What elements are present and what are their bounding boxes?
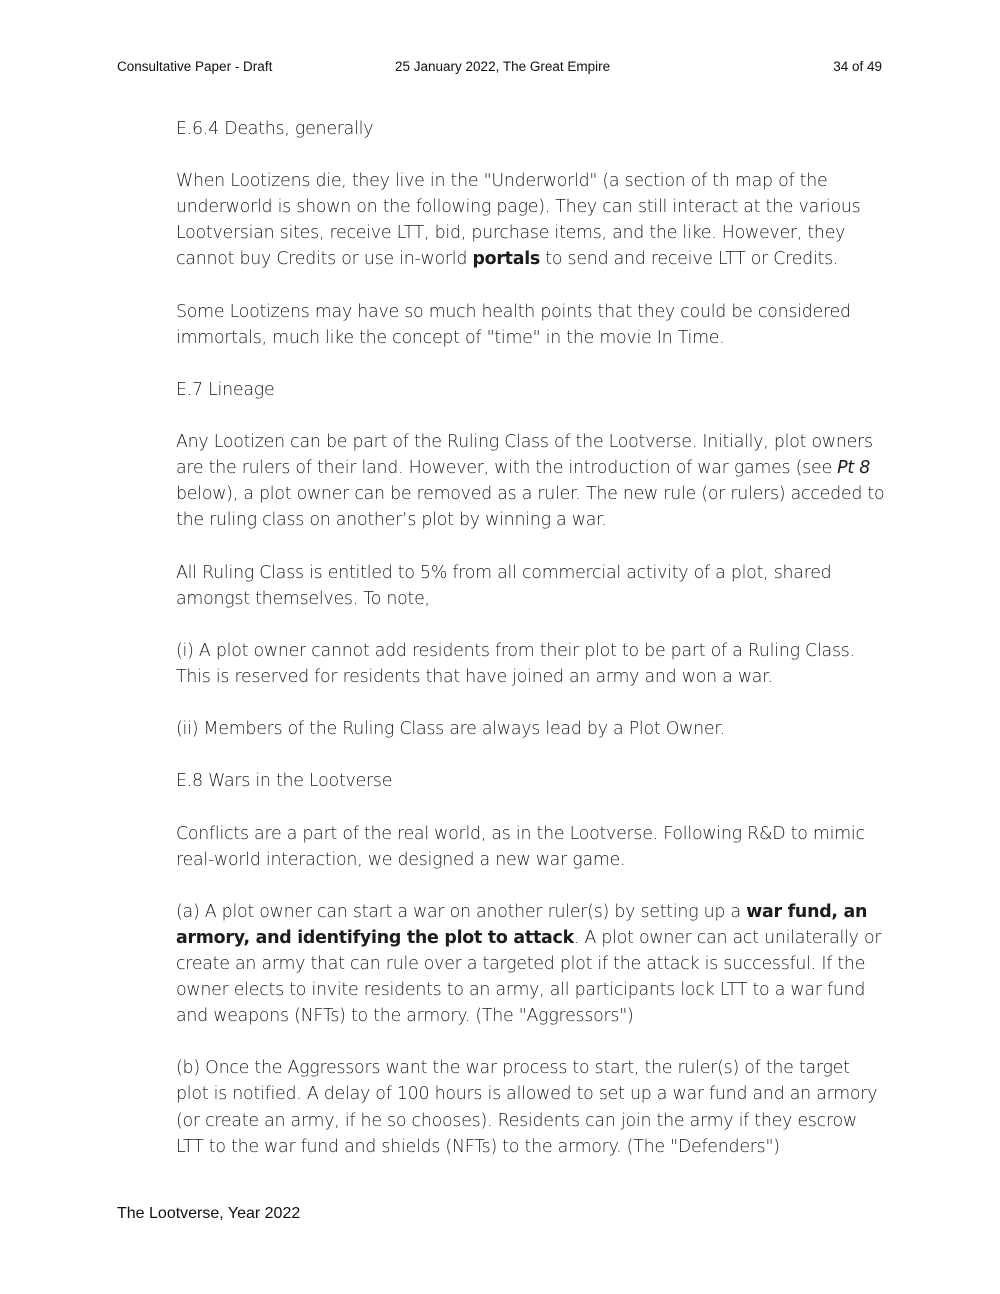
paragraph-text: When Lootizens die, they live in the "Underworld" (a section of th map of the underworld is shown on the following page). They can still interact at the various Lootversian sites, receive LTT, bid, purchase items, and the like. However, they cannot buy Credits or use in-world xyxy=(176,171,861,270)
paragraph-ruling-class xyxy=(176,429,886,533)
section-heading-e7: E.7 Lineage xyxy=(176,379,275,400)
list-item-i: (i) A plot owner cannot add residents from their plot to be part of a Ruling Class. This is reserved for residents that have joined an army and won a war. xyxy=(176,640,855,687)
header-date-place: 25 January 2022, The Great Empire xyxy=(395,59,611,74)
paragraph-text: Any Lootizen can be part of the Ruling Class of the Lootverse. Initially, plot owners are the rulers of their land. However, with the introduction of war games (see xyxy=(176,432,873,479)
section-heading-e8: E.8 Wars in the Lootverse xyxy=(176,771,393,792)
paragraph-text: below), a plot owner can be removed as a ruler. The new rule (or rulers) acceded to the ruling class on another’s plot by winning a war. xyxy=(176,484,885,531)
list-item-a xyxy=(176,899,886,1029)
section-heading-e64: E.6.4 Deaths, generally xyxy=(176,119,374,139)
header-page-number: 34 of 49 xyxy=(833,59,882,74)
header-document-title: Consultative Paper - Draft xyxy=(117,59,273,74)
paragraph-text: . A plot owner can act unilaterally or create an army that can rule over a targeted plot if the attack is successful. If the owner elects to invite residents to an army, all participants lock LTT to a war fund and weapons (NFTs) to the armory. (The "Aggressors") xyxy=(176,927,882,1027)
footer-text: The Lootverse, Year 2022 xyxy=(117,1205,301,1222)
paragraph-text: (a) A plot owner can start a war on another ruler(s) by setting up a xyxy=(176,901,747,922)
paragraph-conflicts: Conflicts are a part of the real world, as in the Lootverse. Following R&D to mimic real-world interaction, we designed a new war game. xyxy=(176,823,865,870)
paragraph-deaths xyxy=(176,168,886,272)
paragraph-entitlement: All Ruling Class is entitled to 5% from all commercial activity of a plot, shared amongst themselves. To note, xyxy=(176,562,832,609)
list-item-b: (b) Once the Aggressors want the war process to start, the ruler(s) of the target plot is notified. A delay of 100 hours is allowed to set up a war fund and an armory (or create an army, if he so chooses). Residents can join the army if they escrow LTT to the war fund and shields (NFTs) to the armory. (The "Defenders") xyxy=(176,1058,878,1157)
paragraph-immortals: Some Lootizens may have so much health points that they could be considered immortals, much like the concept of "time" in the movie In Time. xyxy=(176,301,851,348)
bold-term-war-fund: war fund, an armory, and identifying the plot to attack xyxy=(176,901,868,948)
list-item-ii: (ii) Members of the Ruling Class are always lead by a Plot Owner. xyxy=(176,719,725,740)
bold-term-portals: portals xyxy=(472,249,541,270)
page-body xyxy=(176,116,886,1186)
paragraph-text: to send and receive LTT or Credits. xyxy=(540,249,839,270)
italic-ref-pt8: Pt 8 xyxy=(837,458,871,479)
